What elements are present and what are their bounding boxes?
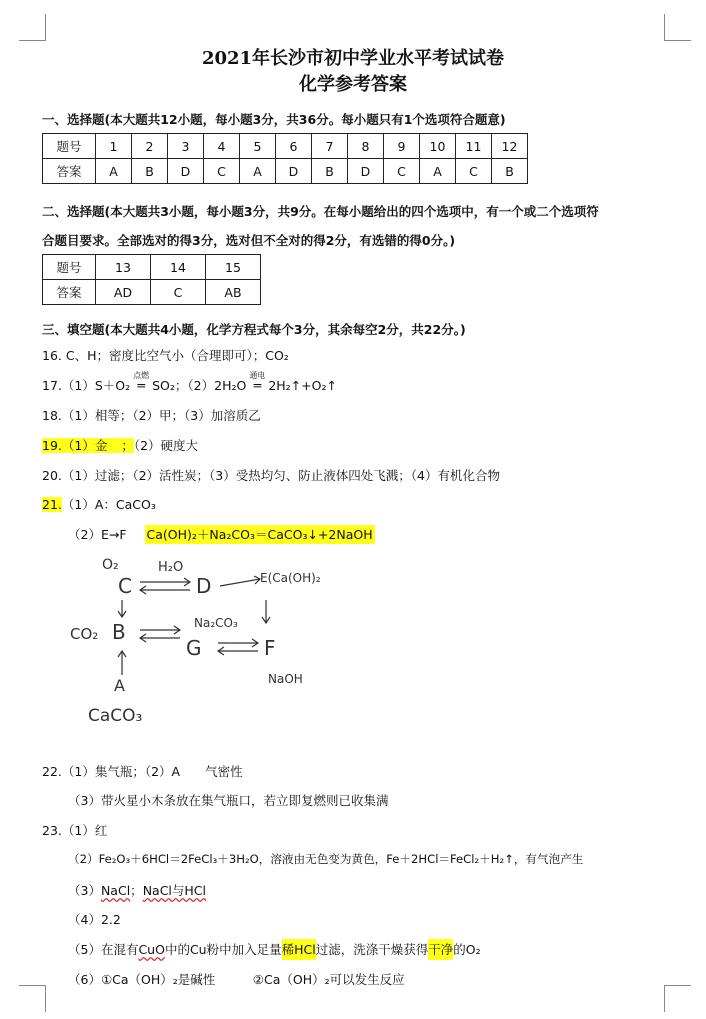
label-d: D bbox=[196, 574, 212, 598]
question-number-cell: 2 bbox=[132, 134, 168, 159]
answer-17-mid: SO₂；（2）2H₂O bbox=[152, 378, 247, 393]
label-a: A bbox=[114, 676, 125, 695]
condition-electrolysis: 通电 bbox=[249, 371, 266, 380]
label-caco3: CaCO₃ bbox=[88, 706, 143, 726]
answer-21-text1: （1）A：CaCO₃ bbox=[61, 497, 156, 512]
answer-19 bbox=[42, 436, 198, 454]
row-label-answer: 答案 bbox=[43, 159, 96, 184]
arrow-g-to-f bbox=[218, 639, 258, 647]
answer-23-line6: （6）①Ca（OH）₂是碱性 ②Ca（OH）₂可以发生反应 bbox=[68, 972, 405, 987]
answer-cell: AD bbox=[96, 280, 151, 305]
arrow-b-to-g bbox=[140, 626, 180, 634]
section3-heading: 三、填空题(本大题共4小题，化学方程式每个3分，其余每空2分，共22分。) bbox=[42, 322, 466, 337]
reaction-arrow-2: 通电 ═ bbox=[246, 378, 268, 393]
answer-cell: A bbox=[420, 159, 456, 184]
question-number-cell: 6 bbox=[276, 134, 312, 159]
answer-cell: AB bbox=[206, 280, 261, 305]
reaction-arrow-1: 点燃 ═ bbox=[130, 378, 152, 393]
answer-21-part2 bbox=[68, 525, 375, 543]
answer-19-sep: ； bbox=[107, 438, 134, 453]
answer-cell: A bbox=[240, 159, 276, 184]
arrow-d-to-c bbox=[140, 586, 190, 594]
question-number-cell: 5 bbox=[240, 134, 276, 159]
question-number-cell: 12 bbox=[492, 134, 528, 159]
answer-cell: B bbox=[312, 159, 348, 184]
answer-23-line5-a: （5）在混有 bbox=[68, 942, 139, 957]
question-number-cell: 8 bbox=[348, 134, 384, 159]
answer-19-part1: （1）金 bbox=[61, 438, 108, 453]
answer-22-line2: （3）带火星小木条放在集气瓶口，若立即复燃则已收集满 bbox=[68, 793, 389, 808]
question-number-cell: 3 bbox=[168, 134, 204, 159]
label-h2o: H₂O bbox=[158, 560, 184, 575]
answer-cell: D bbox=[168, 159, 204, 184]
answer-18: 18.（1）相等；（2）甲；（3）加溶质乙 bbox=[42, 408, 261, 423]
answer-23-line3-mid: ； bbox=[130, 883, 143, 898]
crop-mark-bottom-right bbox=[664, 985, 691, 1012]
section2-heading-line2: 合题目要求。全部选对的得3分，选对但不全对的得2分，有选错的得0分。) bbox=[42, 233, 456, 248]
row-label-answer: 答案 bbox=[43, 280, 96, 305]
row-label-question: 题号 bbox=[43, 255, 96, 280]
answer-cell: C bbox=[456, 159, 492, 184]
answer-23-line5-c: 过滤，洗涤干燥获得 bbox=[315, 942, 429, 957]
label-f: F bbox=[264, 636, 276, 660]
answer-23-line3-u1: NaCl bbox=[100, 883, 131, 898]
answer-cell: C bbox=[151, 280, 206, 305]
question-number-cell: 15 bbox=[206, 255, 261, 280]
answer-23-line2: （2）Fe₂O₃＋6HCl＝2FeCl₃＋3H₂O，溶液由无色变为黄色，Fe＋2HCl＝FeCl₂＋H₂↑，有气泡产生 bbox=[68, 852, 584, 866]
answer-19-number: 19. bbox=[42, 438, 62, 453]
answer-cell: A bbox=[96, 159, 132, 184]
label-naoh: NaOH bbox=[268, 672, 303, 686]
answer-23-line4: （4）2.2 bbox=[68, 912, 121, 927]
arrow-d-to-e bbox=[220, 576, 260, 586]
label-g: G bbox=[186, 636, 202, 660]
arrow-a-to-b bbox=[118, 651, 126, 675]
label-c: C bbox=[118, 574, 132, 598]
answer-17-prefix: 17.（1）S＋O₂ bbox=[42, 378, 131, 393]
answer-table-1 bbox=[42, 133, 528, 184]
answer-cell: D bbox=[276, 159, 312, 184]
page-title: 2021年长沙市初中学业水平考试试卷 bbox=[201, 48, 505, 69]
answer-23-line3-prefix: （3） bbox=[68, 883, 101, 898]
question-number-cell: 11 bbox=[456, 134, 492, 159]
question-number-cell: 10 bbox=[420, 134, 456, 159]
answer-23-line1: 23.（1）红 bbox=[42, 823, 108, 838]
answer-23-line5-hl2: 干净 bbox=[428, 939, 453, 960]
crop-mark-top-right bbox=[664, 14, 691, 41]
row-label-question: 题号 bbox=[43, 134, 96, 159]
answer-23-line5-d: 的O₂ bbox=[453, 942, 481, 957]
question-number-cell: 9 bbox=[384, 134, 420, 159]
arrow-c-to-d bbox=[140, 578, 190, 586]
label-o2: O₂ bbox=[102, 557, 119, 573]
answer-16: 16. C、H；密度比空气小（合理即可）；CO₂ bbox=[42, 348, 289, 363]
answer-17-suffix: 2H₂↑+O₂↑ bbox=[268, 378, 337, 393]
answer-table-2 bbox=[42, 254, 261, 305]
question-number-cell: 14 bbox=[151, 255, 206, 280]
answer-23-line5-cuo: CuO bbox=[138, 942, 165, 957]
arrow-g-to-b bbox=[140, 634, 180, 642]
answer-21-number: 21. bbox=[42, 497, 62, 512]
answer-cell: B bbox=[132, 159, 168, 184]
label-co2: CO₂ bbox=[70, 625, 99, 643]
arrow-f-to-g bbox=[218, 647, 258, 655]
answer-cell: D bbox=[348, 159, 384, 184]
answer-cell: B bbox=[492, 159, 528, 184]
answer-23-line5-hl1: 稀HCl bbox=[282, 939, 316, 960]
question-number-cell: 13 bbox=[96, 255, 151, 280]
arrow-e-to-f bbox=[262, 600, 270, 623]
label-na2co3: Na₂CO₃ bbox=[194, 616, 238, 630]
section2-heading-line1: 二、选择题(本大题共3小题，每小题3分，共9分。在每小题给出的四个选项中，有一个或二个选项符 bbox=[42, 204, 599, 219]
section1-heading: 一、选择题(本大题共12小题，每小题3分，共36分。每小题只有1个选项符合题意) bbox=[42, 112, 506, 127]
label-e: E(Ca(OH)₂ bbox=[260, 571, 321, 585]
arrow-c-to-b bbox=[118, 600, 126, 617]
answer-20: 20.（1）过滤；（2）活性炭；（3）受热均匀、防止液体四处飞溅；（4）有机化合物 bbox=[42, 468, 500, 483]
question-number-cell: 7 bbox=[312, 134, 348, 159]
crop-mark-bottom-left bbox=[19, 985, 46, 1012]
handwritten-reaction-diagram bbox=[60, 555, 360, 730]
page-subtitle: 化学参考答案 bbox=[299, 74, 407, 95]
question-number-cell: 1 bbox=[96, 134, 132, 159]
answer-23-line5 bbox=[68, 940, 481, 958]
condition-ignite: 点燃 bbox=[133, 371, 150, 380]
answer-cell: C bbox=[384, 159, 420, 184]
label-b: B bbox=[112, 620, 126, 644]
answer-23-line5-b: 中的Cu粉中加入足量 bbox=[164, 942, 282, 957]
crop-mark-top-left bbox=[19, 14, 46, 41]
answer-22-line1: 22.（1）集气瓶；（2）A 气密性 bbox=[42, 764, 243, 779]
answer-21-label2: （2）E→F bbox=[68, 527, 127, 542]
answer-23-line3-u2: NaCl与HCl bbox=[142, 883, 206, 898]
answer-23-line3 bbox=[68, 881, 206, 899]
question-number-cell: 4 bbox=[204, 134, 240, 159]
answer-21-equation: Ca(OH)₂＋Na₂CO₃＝CaCO₃↓+2NaOH bbox=[146, 527, 373, 542]
answer-17 bbox=[42, 371, 337, 394]
answer-19-part2: （2）硬度大 bbox=[133, 438, 199, 453]
answer-cell: C bbox=[204, 159, 240, 184]
answer-21-part1 bbox=[42, 495, 156, 513]
